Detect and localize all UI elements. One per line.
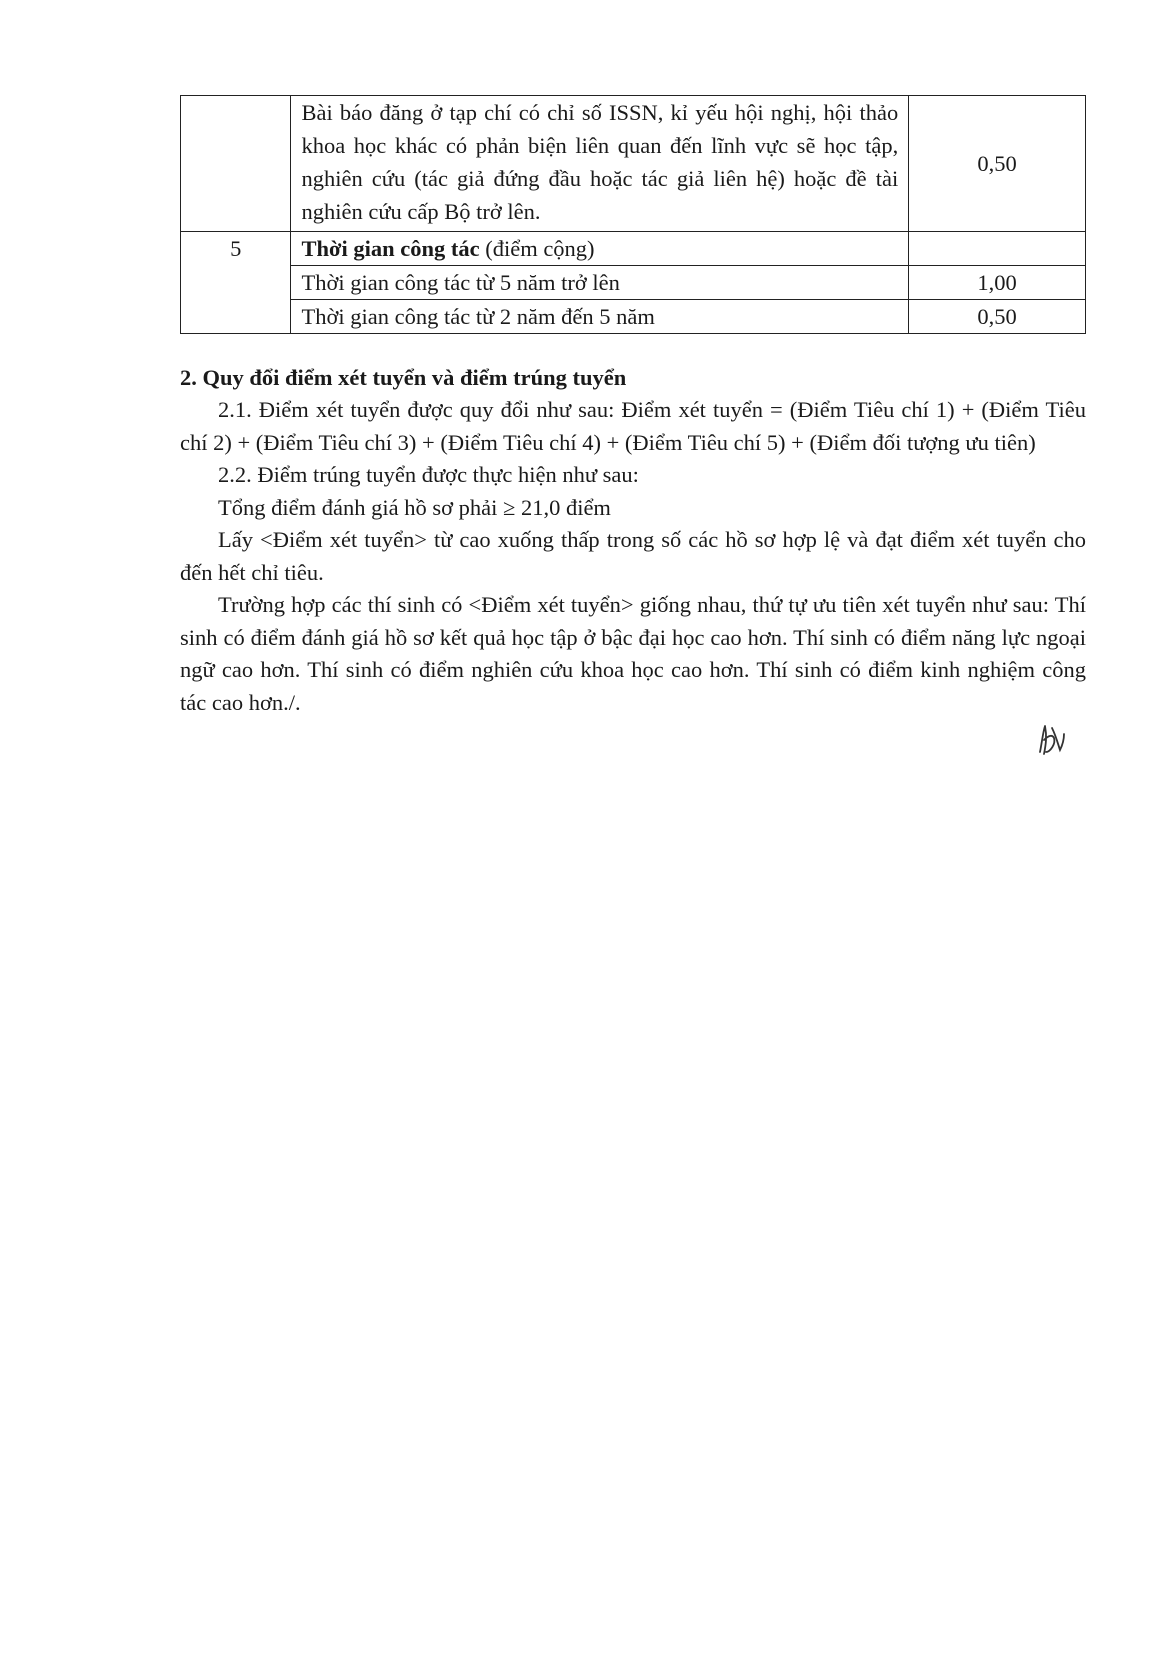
table-cell-content: Thời gian công tác từ 5 năm trở lên <box>291 266 909 300</box>
paragraph: Tổng điểm đánh giá hồ sơ phải ≥ 21,0 điểm <box>218 494 611 520</box>
table-cell-stt <box>181 96 291 232</box>
table-cell-content <box>291 232 909 266</box>
paragraph: 2.2. Điểm trúng tuyển được thực hiện như sau: <box>218 462 639 487</box>
table-cell-content: Bài báo đăng ở tạp chí có chỉ số ISSN, kỉ yếu hội nghị, hội thảo khoa học khác có phản biện liên quan đến lĩnh vực sẽ học tập, nghiên cứu (tác giả đứng đầu hoặc tác giả liên hệ) hoặc đề tài nghiên cứu cấp Bộ trở lên. <box>291 96 909 232</box>
table-cell-stt: 5 <box>181 232 291 334</box>
criterion-note: (điểm cộng) <box>479 236 595 261</box>
table-row <box>181 232 1086 266</box>
table-cell-score: 1,00 <box>909 266 1086 300</box>
paragraph: Lấy <Điểm xét tuyển> từ cao xuống thấp trong số các hồ sơ hợp lệ và đạt điểm xét tuyển cho đến hết chỉ tiêu. <box>180 527 1086 585</box>
criteria-table <box>180 95 1086 334</box>
initials-signature-icon <box>1034 722 1068 758</box>
table-cell-score <box>909 232 1086 266</box>
criterion-title: Thời gian công tác <box>301 236 480 261</box>
table-cell-score: 0,50 <box>909 96 1086 232</box>
table-row <box>181 266 1086 300</box>
section-heading: 2. Quy đổi điểm xét tuyển và điểm trúng tuyển <box>180 365 627 390</box>
table-row <box>181 96 1086 232</box>
table-cell-content: Thời gian công tác từ 2 năm đến 5 năm <box>291 300 909 334</box>
paragraph: Trường hợp các thí sinh có <Điểm xét tuyển> giống nhau, thứ tự ưu tiên xét tuyển như sau: Thí sinh có điểm đánh giá hồ sơ kết quả học tập ở bậc đại học cao hơn. Thí sinh có điểm năng lực ngoại ngữ cao hơn. Thí sinh có điểm nghiên cứu khoa học cao hơn. Thí sinh có điểm kinh nghiệm công tác cao hơn./. <box>180 592 1086 715</box>
section-body <box>180 394 1086 719</box>
table-row <box>181 300 1086 334</box>
paragraph: 2.1. Điểm xét tuyển được quy đổi như sau: Điểm xét tuyển = (Điểm Tiêu chí 1) + (Điểm Tiêu chí 2) + (Điểm Tiêu chí 3) + (Điểm Tiêu chí 4) + (Điểm Tiêu chí 5) + (Điểm đối tượng ưu tiên) <box>180 397 1086 455</box>
table-cell-score: 0,50 <box>909 300 1086 334</box>
